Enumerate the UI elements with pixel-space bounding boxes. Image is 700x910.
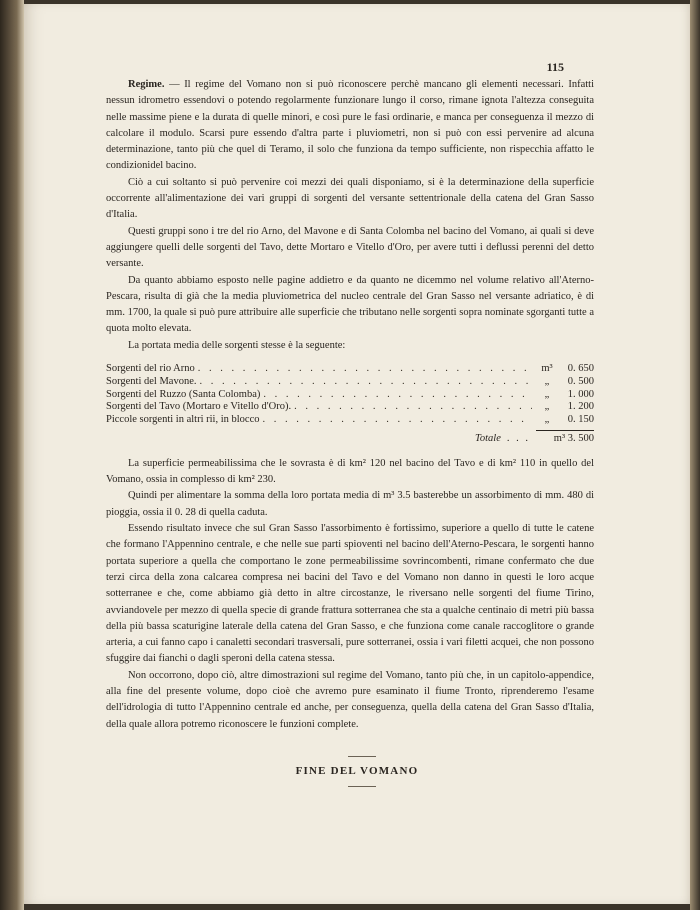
row-value: 0. 650 (567, 363, 594, 375)
row-label: Piccole sorgenti in altri rii, in blocco (106, 414, 260, 426)
row-unit: „ (544, 388, 550, 400)
row-value: 1. 200 (567, 401, 594, 413)
row-label: Sorgenti del Mavone. (106, 375, 197, 387)
paragraph-7: Quindi per alimentare la somma della loro portata media di m³ 3.5 basterebbe un assorbimento di mm. 480 di pioggia, ossia il 0. 28 di quella caduta. (106, 490, 594, 518)
total-value: m³ 3. 500 (536, 430, 594, 446)
row-value: 0. 500 (567, 375, 594, 387)
book-page (24, 4, 690, 904)
table-row (106, 376, 594, 389)
page-body (106, 77, 594, 733)
table-row (106, 401, 594, 414)
table-row (106, 363, 594, 376)
paragraph-3: Questi gruppi sono i tre del rio Arno, del Mavone e di Santa Colomba nel bacino del Vomano, ai quali si deve aggiungere quelli delle sorgenti del Tavo, dette Mortaro e Vitello d'Oro, per avere tutti i deflussi perenni del detto versante. (106, 225, 594, 270)
total-dots: . . . (506, 433, 530, 445)
leader-dots (200, 376, 532, 389)
paragraph-5: La portata media delle sorgenti stesse è la seguente: (128, 339, 346, 351)
paragraph-2: Ciò a cui soltanto si può pervenire coi mezzi dei quali disponiamo, si è la determinazione della superficie occorrente all'alimentazione dei vari gruppi di sorgenti del versante settentrionale della catena del Gran Sasso d'Italia. (106, 176, 594, 221)
row-unit: „ (544, 414, 550, 426)
row-unit: m³ (541, 363, 553, 375)
row-unit: „ (544, 401, 550, 413)
paragraph-4: Da quanto abbiamo esposto nelle pagine addietro e da quanto ne dicemmo nel volume relativo all'Aterno-Pescara, risulta di già che la media pluviometrica del nucleo centrale del Gran Sasso nel versante adriatico, è di mm. 1700, la quale si può pure attribuire alle superficie che tributano nelle sorgenti sopra nominate sgorganti tutte a quota molto elevata. (106, 274, 594, 335)
row-label: Sorgenti del Tavo (Mortaro e Vitello d'Oro). (106, 401, 292, 413)
section-runin-heading: Regime. (128, 79, 165, 90)
table-total-row (106, 430, 594, 446)
leader-dots (294, 401, 532, 414)
divider-top (348, 756, 376, 757)
table-row (106, 389, 594, 402)
book-spine-shadow (0, 0, 24, 910)
total-label: Totale (475, 433, 501, 445)
paragraph-8: Essendo risultato invece che sul Gran Sasso l'assorbimento è fortissimo, superiore a quello di tutte le catene che formano l'Appennino centrale, e che nelle sue parti spioventi nel bacino dell'Aterno-Pescara, le sorgenti hanno portata superiore a quella che comportano le zone permeabilissime sovrincombenti, rimane confermato che due terzi circa della zona calcarea compresa nei bacini del Tavo e del Vomano non danno in questi le loro acque sotterranee e che, come abbiamo già detto in altre circostanze, le riversano nelle sorgenti del fiume Tirino, avviandovele per mezzo di quella specie di grande frattura sotterranea che sta a qualche centinaio di metri più bassa della più bassa scaturigine laterale della catena del Gran Sasso, e che funziona come canale raccoglitore o grande arteria, a cui fanno capo i canaletti secondari trasversali, pure sotterranei, ossia i vari filetti acquei, che non possono sfuggire dai fianchi o dagli speroni della catena stessa. (106, 523, 594, 665)
paragraph-regime (106, 77, 594, 175)
page-number: 115 (546, 60, 564, 74)
row-value: 0. 150 (567, 414, 594, 426)
paragraph-9: Non occorrono, dopo ciò, altre dimostrazioni sul regime del Vomano, tanto più che, in un capitolo-appendice, alla fine del presente volume, dopo cioè che avremo pure esaminato il fiume Tronto, riprenderemo l'esame dell'idrologia di tutto l'Appennino centrale ed anche, per conseguenza, quella della catena del Gran Sasso d'Italia, della quale allora potremo riconoscere le funzioni complete. (106, 669, 594, 730)
end-section-title: FINE DEL VOMANO (295, 765, 419, 777)
leader-dots (198, 363, 532, 376)
row-label: Sorgenti del rio Arno (106, 363, 195, 375)
discharge-table (106, 363, 594, 446)
paragraph-6: La superficie permeabilissima che le sovrasta è di km² 120 nel bacino del Tavo e di km² 110 in quello del Vomano, ossia in complesso di km² 230. (106, 457, 594, 486)
row-label: Sorgenti del Ruzzo (Santa Colomba) (106, 388, 261, 400)
page-right-edge (690, 0, 700, 910)
leader-dots (262, 414, 532, 427)
table-row (106, 414, 594, 427)
paragraph-regime-text: — Il regime del Vomano non si può riconoscere perchè mancano gli elementi necessari. Infatti nessun idrometro essendovi o potendo regolarmente funzionare lungo il corso, rimane ignota l'altezza conseguita nelle massime piene e la durata di quelle minori, e così pure le fasi ordinarie, e manca per conseguenza il mezzo di calcolare il modulo. Scarsi pure essendo d'altra parte i pluviometri, non si può con essi pervenire ad alcuna determinazione, tanto più che quel di Teramo, il solo che funziona da tempo sufficiente, non rispecchia affatto le condizionidel bacino. (106, 79, 594, 172)
leader-dots (263, 389, 532, 402)
divider-bottom (348, 786, 376, 787)
row-value: 1. 000 (567, 388, 594, 400)
row-unit: „ (544, 375, 550, 387)
